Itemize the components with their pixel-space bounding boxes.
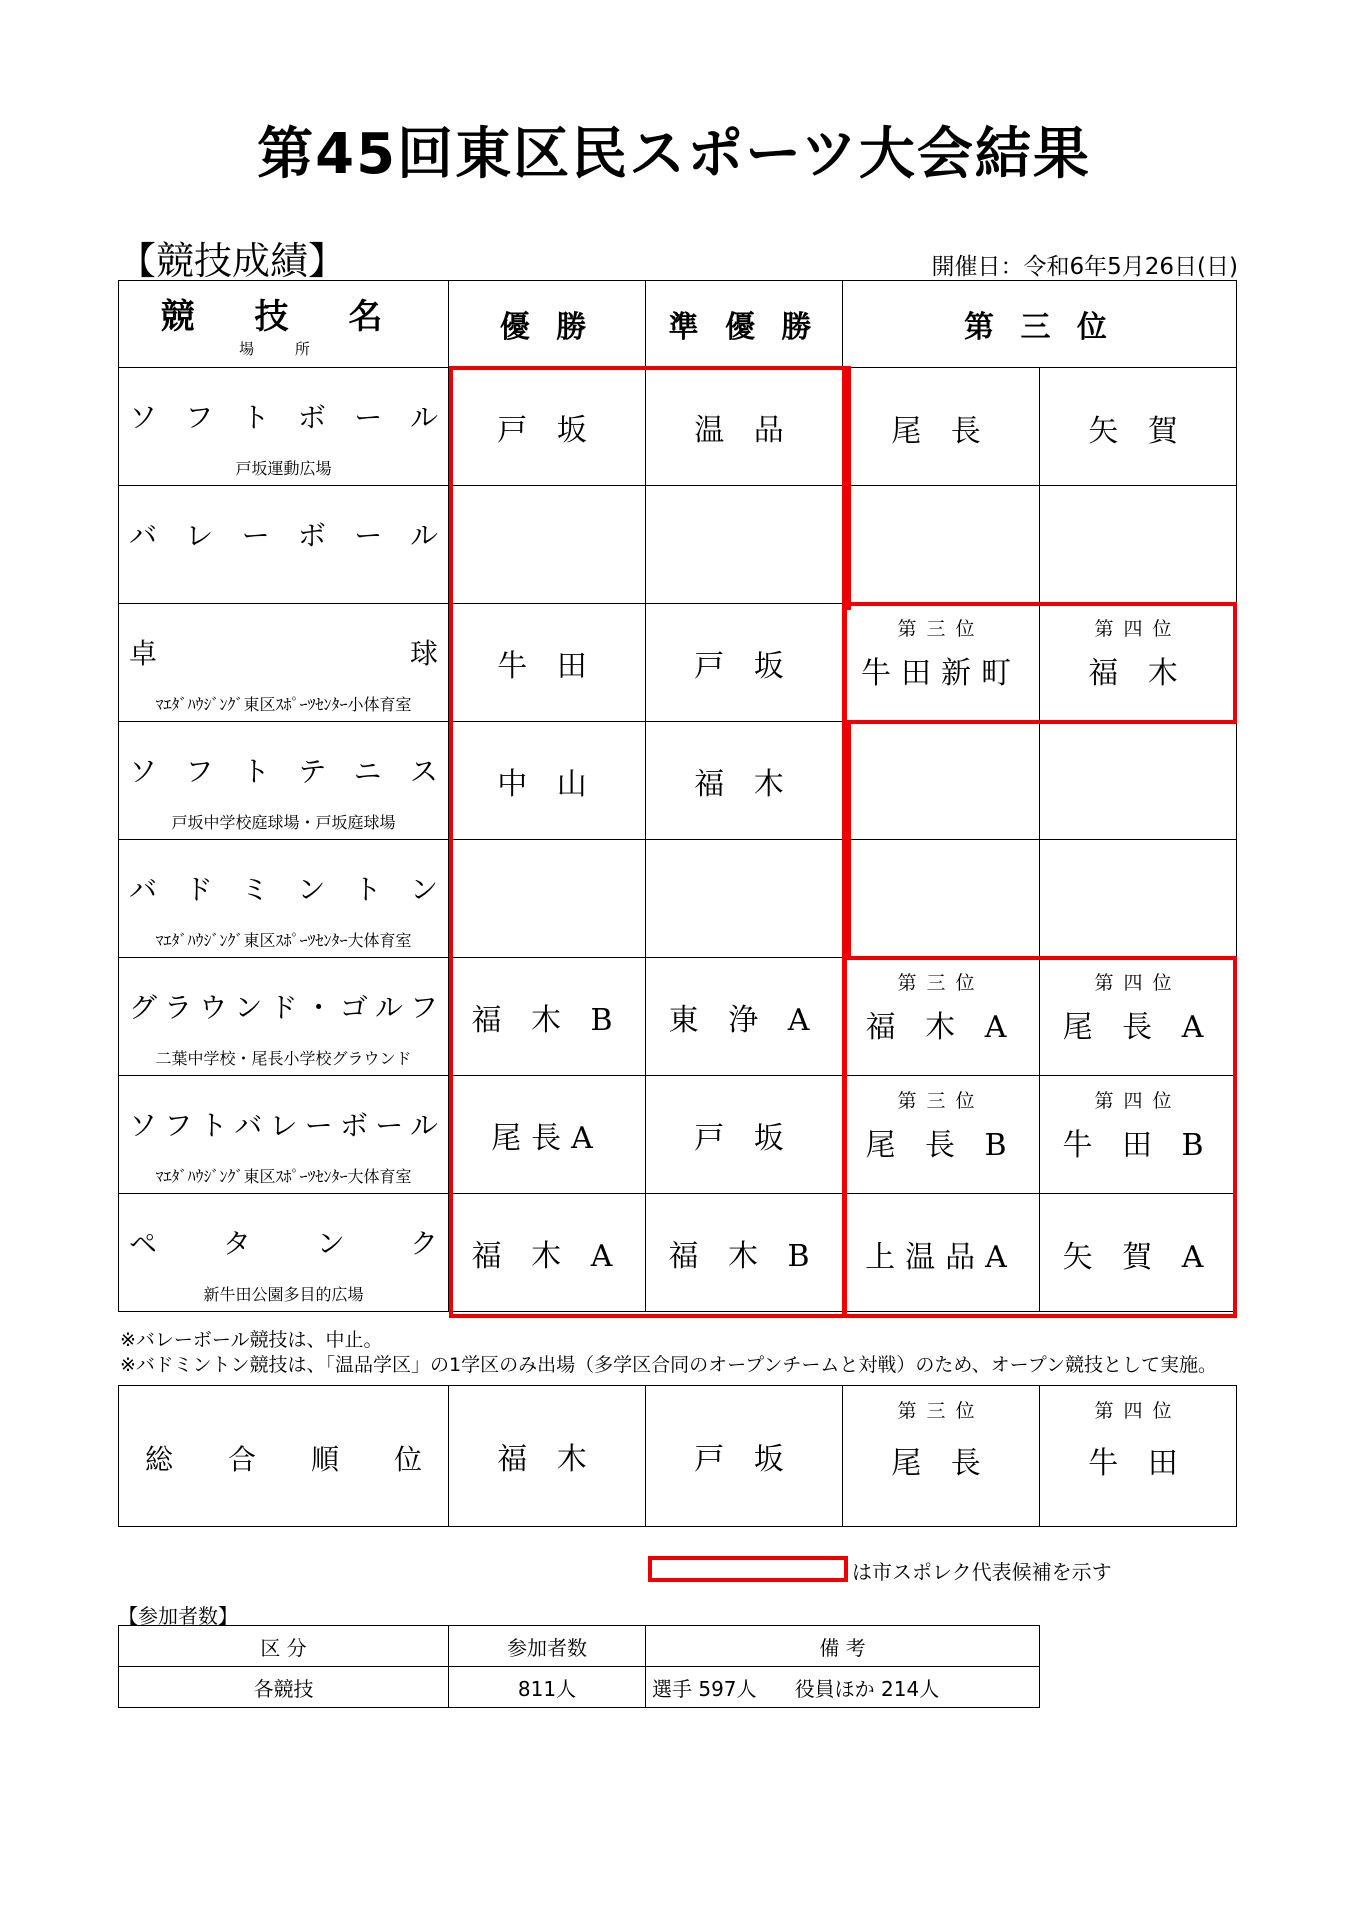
event-cell (119, 958, 449, 1076)
event-cell (119, 486, 449, 604)
fourth-place-cell (1040, 368, 1237, 486)
participants-header-count: 参加者数 (449, 1626, 646, 1667)
fourth-place-label: 第四位 (1094, 1090, 1182, 1112)
note-volleyball: ※バレーボール競技は、中止。 (120, 1329, 383, 1351)
fourth-place-value: 福 木 (1088, 656, 1188, 691)
header-second: 準 優 勝 (646, 281, 843, 368)
fourth-place-value: 牛 田 B (1062, 1128, 1214, 1163)
header-third: 第 三 位 (843, 281, 1237, 368)
highlight-box-softtennis-badminton (843, 720, 851, 960)
first-place-cell: 尾長A (449, 1076, 646, 1194)
first-place-cell: 牛 田 (449, 604, 646, 722)
third-place-value: 上温品A (865, 1240, 1017, 1275)
overall-ranking-table (118, 1385, 1237, 1527)
section-label: 【競技成績】 (118, 239, 347, 283)
header-first: 優 勝 (449, 281, 646, 368)
fourth-place-cell (1040, 486, 1237, 604)
page-title: 第45回東区民スポーツ大会結果 (257, 122, 1091, 187)
highlight-box-golf-petanque (843, 956, 1237, 1318)
third-place-cell (843, 722, 1040, 840)
fourth-place-label: 第四位 (1094, 972, 1182, 994)
event-cell (119, 840, 449, 958)
first-place-cell: 福 木 B (449, 958, 646, 1076)
overall-first: 福 木 (449, 1386, 646, 1527)
fourth-place-cell (1040, 722, 1237, 840)
highlight-box-table-tennis (843, 602, 1237, 724)
fourth-place-value: 矢 賀 (1088, 414, 1188, 449)
overall-fourth: 第四位 牛 田 (1040, 1386, 1237, 1527)
fourth-place-label: 第四位 (1094, 618, 1182, 640)
event-venue: 新牛田公園多目的広場 (203, 1285, 364, 1304)
participants-header-category: 区 分 (119, 1626, 449, 1667)
overall-second: 戸 坂 (646, 1386, 843, 1527)
first-place-cell: 戸 坂 (449, 368, 646, 486)
third-place-cell (843, 368, 1040, 486)
third-place-label: 第三位 (897, 972, 985, 994)
note-badminton: ※バドミントン競技は、「温品学区」の1学区のみ出場（多学区合同のオープンチームと対戦）のため、オープン競技として実施。 (120, 1354, 1217, 1376)
second-place-cell: 福 木 (646, 722, 843, 840)
overall-third: 第三位 尾 長 (843, 1386, 1040, 1527)
event-name: ペタンク (129, 1227, 438, 1260)
participants-remarks: 選手 597人 役員ほか 214人 (646, 1667, 1040, 1708)
event-name: ソフトボール (129, 401, 438, 434)
highlight-box-third-top (843, 366, 851, 610)
event-venue: 戸坂中学校庭球場・戸坂庭球場 (171, 813, 396, 832)
second-place-cell: 戸 坂 (646, 604, 843, 722)
event-cell (119, 1076, 449, 1194)
third-place-value: 福 木 A (865, 1010, 1017, 1045)
second-place-cell: 温 品 (646, 368, 843, 486)
third-place-label: 第三位 (897, 618, 985, 640)
fourth-place-value: 矢 賀 A (1062, 1240, 1214, 1275)
event-name: ソフトテニス (129, 755, 438, 788)
results-header-row (119, 281, 1237, 368)
event-name: バレーボール (129, 519, 438, 552)
event-name: グラウンド・ゴルフ (129, 991, 438, 1024)
second-place-cell: 福 木 B (646, 1194, 843, 1312)
event-venue: 二葉中学校・尾長小学校グラウンド (155, 1049, 412, 1068)
event-cell (119, 368, 449, 486)
event-venue: ﾏｴﾀﾞﾊｳｼﾞﾝｸﾞ東区ｽﾎﾟｰﾂｾﾝﾀｰ小体育室 (155, 695, 412, 714)
second-place-cell: 戸 坂 (646, 1076, 843, 1194)
third-place-cell (843, 486, 1040, 604)
overall-label: 総 合 順 位 (119, 1386, 449, 1527)
event-name: ソフトバレーボール (129, 1109, 438, 1142)
third-place-cell (843, 840, 1040, 958)
event-venue: 戸坂運動広場 (235, 459, 332, 478)
participants-category: 各競技 (119, 1667, 449, 1708)
event-venue: ﾏｴﾀﾞﾊｳｼﾞﾝｸﾞ東区ｽﾎﾟｰﾂｾﾝﾀｰ大体育室 (155, 931, 412, 950)
legend-text: は市スポレク代表候補を示す (852, 1560, 1112, 1584)
event-cell (119, 722, 449, 840)
third-place-label: 第三位 (897, 1090, 985, 1112)
event-venue: ﾏｴﾀﾞﾊｳｼﾞﾝｸﾞ東区ｽﾎﾟｰﾂｾﾝﾀｰ大体育室 (155, 1167, 412, 1186)
event-date: 開催日：令和6年5月26日(日) (931, 254, 1238, 280)
highlight-box-winners (449, 366, 846, 1318)
participants-header-remarks: 備 考 (646, 1626, 1040, 1667)
participants-count: 811人 (449, 1667, 646, 1708)
participants-title: 【参加者数】 (118, 1604, 238, 1628)
third-place-value: 尾 長 B (865, 1128, 1017, 1163)
first-place-cell: 福 木 A (449, 1194, 646, 1312)
highlight-box-lower-third (843, 720, 851, 728)
header-event: 競 技 名 場 所 (119, 281, 449, 368)
first-place-cell: 中 山 (449, 722, 646, 840)
second-place-cell: 東 浄 A (646, 958, 843, 1076)
event-name: 卓球 (129, 637, 438, 670)
event-cell (119, 1194, 449, 1312)
fourth-place-cell (1040, 840, 1237, 958)
legend-red-box (648, 1556, 848, 1582)
participants-table (118, 1625, 1040, 1708)
event-name: バドミントン (129, 873, 438, 906)
third-place-value: 牛田新町 (861, 656, 1021, 691)
event-cell (119, 604, 449, 722)
third-place-value: 尾 長 (891, 414, 991, 449)
fourth-place-value: 尾 長 A (1062, 1010, 1214, 1045)
